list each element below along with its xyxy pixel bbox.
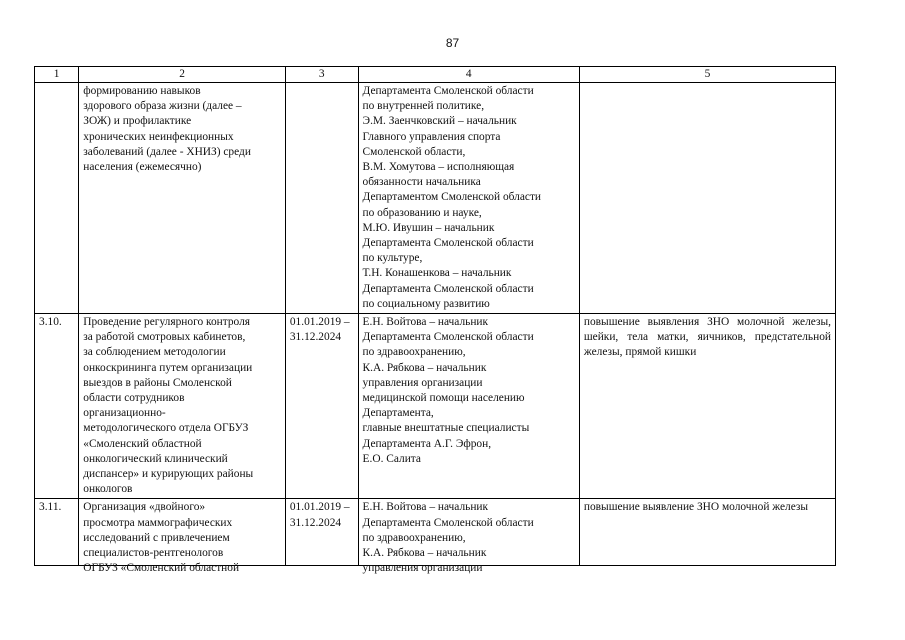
- result-cell: [579, 83, 835, 314]
- column-header-result: 5: [579, 67, 835, 83]
- column-header-responsible: 4: [358, 67, 579, 83]
- measure-cell: Проведение регулярного контроля за работой смотровых кабинетов, за соблюдением методологии онкоскрининга путем организации выездов в районы Смоленской области сотрудников организационно- методологического отдела ОГБУЗ «Смоленский областной онкологический клинический диспансер» и курирующих районы онкологов: [79, 314, 286, 499]
- result-cell: повышение выявления ЗНО молочной железы, шейки, тела матки, яичников, предстательной железы, прямой кишки: [579, 314, 835, 499]
- period-cell: [285, 83, 358, 314]
- period-cell: 01.01.2019 – 31.12.2024: [285, 499, 358, 566]
- row-number-cell: 3.11.: [35, 499, 79, 566]
- column-header-measure: 2: [79, 67, 286, 83]
- row-number-cell: [35, 83, 79, 314]
- responsible-cell: Е.Н. Войтова – начальник Департамента Смоленской области по здравоохранению, К.А. Рябкова – начальник управления организации: [358, 499, 579, 566]
- responsible-cell: Е.Н. Войтова – начальник Департамента Смоленской области по здравоохранению, К.А. Рябкова – начальник управления организации медицинской помощи населению Департамента, главные внештатные специалисты Департамента А.Г. Эфрон, Е.О. Салита: [358, 314, 579, 499]
- responsible-cell: Департамента Смоленской области по внутренней политике, Э.М. Заенчковский – начальник Главного управления спорта Смоленской области, В.М. Хомутова – исполняющая обязанности начальника Департаментом Смоленской области по образованию и науке, М.Ю. Ивушин – начальник Департамента Смоленской области по культуре, Т.Н. Конашенкова – начальник Департамента Смоленской области по социальному развитию: [358, 83, 579, 314]
- measure-cell: формированию навыков здорового образа жизни (далее – ЗОЖ) и профилактике хронических неинфекционных заболеваний (далее - ХНИЗ) среди населения (ежемесячно): [79, 83, 286, 314]
- measures-table: [34, 66, 836, 575]
- table-row: [35, 83, 836, 314]
- row-number-cell: 3.10.: [35, 314, 79, 499]
- result-cell: повышение выявление ЗНО молочной железы: [579, 499, 835, 566]
- header-row: [35, 67, 836, 83]
- column-header-number: 1: [35, 67, 79, 83]
- table-row: [35, 314, 836, 499]
- period-cell: 01.01.2019 – 31.12.2024: [285, 314, 358, 499]
- measure-cell: Организация «двойного» просмотра маммографических исследований с привлечением специалистов-рентгенологов ОГБУЗ «Смоленский областной: [79, 499, 286, 566]
- page-number: 87: [445, 36, 460, 50]
- table-row: [35, 499, 836, 566]
- column-header-period: 3: [285, 67, 358, 83]
